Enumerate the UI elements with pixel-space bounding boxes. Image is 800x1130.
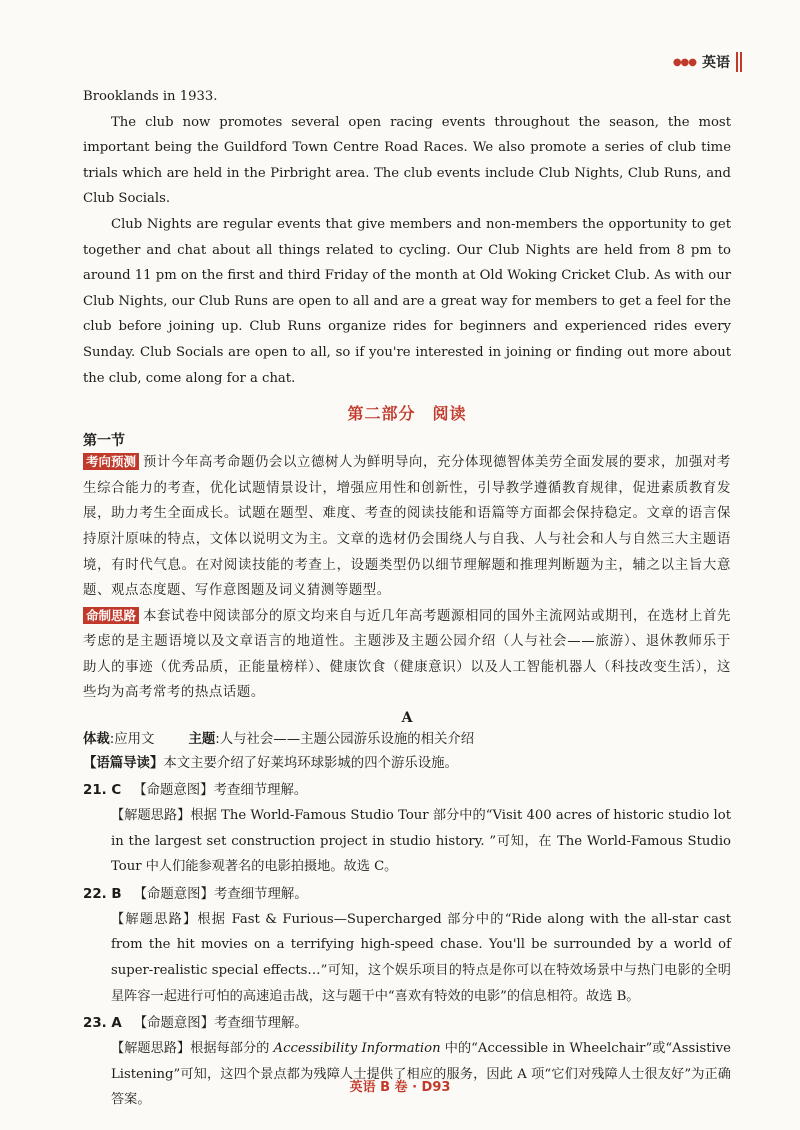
question-header	[83, 778, 731, 803]
explain-lead: 【解题思路】	[111, 808, 191, 824]
subject-label: 英语	[702, 55, 730, 71]
subject-header	[673, 50, 742, 74]
passage-guide	[83, 752, 731, 776]
intent-text: 考查细节理解。	[213, 886, 308, 902]
explain-text-after: 中的“Accessible in Wheelchair”或“Assistive Listening”可知，这四个景点都为残障人士提供了相应的服务，因此 A 项“它们对残障人士很友好”为正确答案。	[111, 1041, 731, 1108]
thinking-text: 本套试卷中阅读部分的原文均来自与近几年高考题源相同的国外主流网站或期刊，在选材上首先考虑的是主题语境以及文章语言的地道性。主题涉及主题公园介绍（人与社会——旅游）、退休教师乐于助人的事迹（优秀品质，正能量榜样）、健康饮食（健康意识）以及人工智能机器人（科技改变生活），这些均为高考常考的热点话题。	[83, 608, 731, 701]
english-paragraph-0: Brooklands in 1933.	[83, 89, 218, 104]
explain-text: 根据 The World-Famous Studio Tour 部分中的“Visit 400 acres of historic studio lot in the largest set construction project in studio history. ”可知，在 The World-Famous Studio Tour 中人们能参观著名的电影拍摄地。故选 C。	[111, 808, 732, 875]
explain-text: 根据 Fast & Furious—Supercharged 部分中的“Ride along with the all-star cast from the hit movies on a terrifying high-speed chase. You'll be surrounded by a world of super-realistic special effects…”可知，这个娱乐项目的特点是你可以在特效场景中与热门电影的全明星阵容一起进行可怕的高速追击战，这与题干中“喜欢有特效的电影”的信息相符。故选 B。	[111, 911, 732, 1004]
question-22	[83, 882, 731, 1009]
question-21	[83, 778, 731, 880]
question-23	[83, 1011, 731, 1113]
question-explanation	[83, 907, 731, 1009]
decorative-dots-icon: ●●●	[672, 56, 696, 68]
intent-label: 【命题意图】	[133, 886, 214, 902]
genre-theme-line	[83, 728, 731, 752]
forecast-text: 预计今年高考命题仍会以立德树人为鲜明导向，充分体现德智体美劳全面发展的要求，加强对考生综合能力的考查，优化试题情景设计，增强应用性和创新性，引导教学遵循教育规律，促进素质教育发展，助力考生全面成长。试题在题型、难度、考查的阅读技能和语篇等方面都会保持稳定。文章的语言保持原汁原味的特点，文体以说明文为主。文章的选材仍会围绕人与自我、人与社会和人与自然三大主题语境，有时代气息。在对阅读技能的考查上，设题类型仍以细节理解题和推理判断题为主，辅之以主旨大意题、观点态度题、写作意图题及词义猜测等题型。	[83, 455, 731, 599]
page-footer: 英语 B 卷 · D93	[349, 1080, 451, 1095]
explain-lead: 【解题思路】	[111, 1041, 191, 1057]
english-paragraph-1: The club now promotes several open racing events throughout the season, the most important being the Guildford Town Centre Road Races. We also promote a series of club time trials which are held in the Pirbright area. The club events include Club Nights, Club Runs, and Club Socials.	[83, 114, 731, 207]
guide-label: 【语篇导读】	[83, 756, 164, 772]
passage-letter: A	[401, 710, 413, 727]
question-explanation	[83, 803, 731, 880]
question-explanation	[83, 1036, 731, 1113]
question-number: 23. A	[83, 1016, 122, 1032]
explain-italic-term: Accessibility Information	[273, 1041, 441, 1057]
genre-label: 体裁	[83, 732, 110, 748]
page-content	[83, 84, 731, 1113]
question-header	[83, 882, 731, 907]
question-number: 22. B	[83, 886, 122, 902]
intent-label: 【命题意图】	[133, 1016, 215, 1032]
question-number: 21. C	[83, 783, 122, 799]
theme-value: :人与社会——主题公园游乐设施的相关介绍	[215, 732, 475, 748]
part-title: 第二部分 阅读	[347, 404, 467, 424]
thinking-tag: 命制思路	[83, 607, 139, 624]
thinking-block	[83, 604, 731, 706]
intent-label: 【命题意图】	[133, 783, 214, 799]
section-title: 第一节	[83, 433, 125, 450]
forecast-block	[83, 450, 731, 604]
header-bars	[736, 52, 742, 72]
intent-text: 考查细节理解。	[213, 783, 308, 799]
intent-text: 考查细节理解。	[214, 1016, 308, 1032]
english-paragraph-2: Club Nights are regular events that give members and non-members the opportunity to get together and chat about all things related to cycling. Our Club Nights are held from 8 pm to around 11 pm on the first and third Friday of the month at Old Woking Cricket Club. As with our Club Nights, our Club Runs are open to all and are a great way for members to get a feel for the club before joining up. Club Runs organize rides for beginners and experienced rides every Sunday. Club Socials are open to all, so if you're interested in joining or finding out more about the club, come along for a chat.	[83, 216, 731, 386]
guide-text: 本文主要介绍了好莱坞环球影城的四个游乐设施。	[163, 756, 458, 772]
genre-value: :应用文	[109, 732, 155, 748]
question-header	[83, 1011, 731, 1036]
forecast-tag: 考向预测	[83, 453, 139, 470]
theme-label: 主题	[188, 732, 216, 748]
explain-lead: 【解题思路】	[111, 911, 198, 927]
explain-text-before: 根据每部分的	[190, 1041, 274, 1057]
